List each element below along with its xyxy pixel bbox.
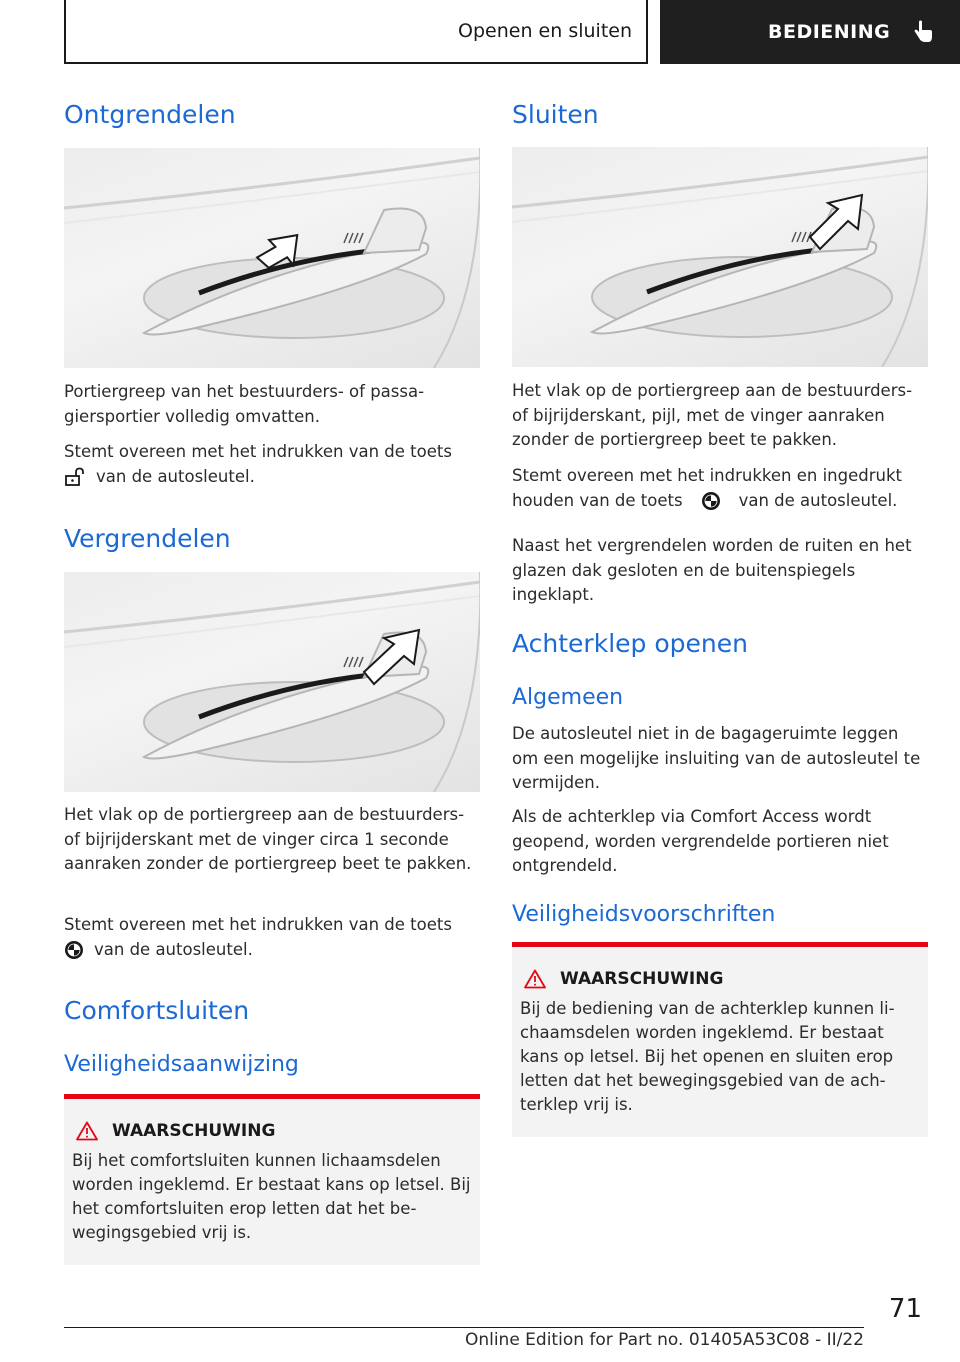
unlock-paragraph-2-start: Stemt overeen met het indrukken van de toets <box>64 442 452 461</box>
page-number: 71 <box>888 1294 922 1324</box>
heading-unlock: Ontgrendelen <box>64 100 236 129</box>
warning-title: WAARSCHUWING <box>112 1121 276 1141</box>
header-section-title: Openen en sluiten <box>458 20 632 42</box>
header-section-tab <box>64 0 648 64</box>
header-chapter-title: BEDIENING <box>768 21 891 43</box>
footer-divider <box>64 1327 864 1328</box>
tailgate-paragraph-2: Als de achterklep via Comfort Access wordt geopend, worden vergrendelde portieren niet ontgrendeld. <box>512 807 889 875</box>
heading-tailgate-open: Achterklep openen <box>512 629 748 658</box>
warning-text: Bij het comfortsluiten kunnen lichaamsdelen worden ingeklemd. Er bestaat kans op letsel. Bij het comfortsluiten erop letten dat het bewegingsgebied vrij is. <box>72 1151 471 1242</box>
door-handle-image-lock <box>64 572 480 792</box>
close-paragraph-2-end: van de autosleutel. <box>738 490 898 510</box>
heading-lock: Vergrendelen <box>64 524 231 553</box>
heading-comfort-close: Comfortsluiten <box>64 996 250 1025</box>
warning-triangle-icon <box>524 969 546 989</box>
lock-paragraph-1: Het vlak op de portiergreep aan de bestuurders- of bijrijderskant met de vinger circa 1 seconde aanraken zonder de portiergreep beet te pakken. <box>64 805 472 873</box>
unlock-paragraph-2-end: van de autosleutel. <box>96 466 255 486</box>
unlock-icon <box>64 467 86 487</box>
warning-header <box>520 969 920 989</box>
door-handle-image-unlock <box>64 148 480 368</box>
footer-edition: Online Edition for Part no. 01405A53C08 - II/22 <box>464 1330 864 1350</box>
header-chapter-tab <box>660 0 960 64</box>
close-paragraph-2-start: Stemt overeen met het indrukken en ingedrukt houden van de toets <box>512 466 902 510</box>
warning-box-comfort-close <box>64 1094 480 1265</box>
close-paragraph-1: Het vlak op de portiergreep aan de bestuurders- of bijrijderskant, pijl, met de vinger aanraken zonder de portiergreep beet te pakken. <box>512 381 913 449</box>
subheading-safety-rules: Veiligheidsvoorschriften <box>512 902 776 927</box>
unlock-paragraph-1: Portiergreep van het bestuurders- of passagiersportier volledig omvatten. <box>64 382 425 426</box>
unlock-paragraph-2 <box>64 440 480 489</box>
close-paragraph-3: Naast het vergrendelen worden de ruiten en het glazen dak gesloten en de buitenspiegels ingeklapt. <box>512 536 912 604</box>
lock-paragraph-2-end: van de autosleutel. <box>94 939 253 959</box>
warning-box-tailgate <box>512 942 928 1137</box>
warning-title: WAARSCHUWING <box>560 969 724 989</box>
bmw-logo-icon <box>64 940 84 960</box>
warning-text: Bij de bediening van de achterklep kunnen lichaamsdelen worden ingeklemd. Er bestaat kans op letsel. Bij het openen en sluiten erop letten dat het bewegingsgebied van de achterklep vrij is. <box>520 999 895 1114</box>
lock-paragraph-2 <box>64 913 480 962</box>
close-paragraph-2 <box>512 464 928 513</box>
tailgate-paragraph-1: De autosleutel niet in de bagageruimte leggen om een mogelijke insluiting van de autosleutel te vermijden. <box>512 724 921 792</box>
door-handle-image-close <box>512 147 928 367</box>
warning-triangle-icon <box>76 1121 98 1141</box>
lock-paragraph-2-start: Stemt overeen met het indrukken van de toets <box>64 915 452 934</box>
subheading-general: Algemeen <box>512 685 624 710</box>
hand-pointer-icon <box>912 20 934 44</box>
subheading-safety-note: Veiligheidsaanwijzing <box>64 1052 299 1077</box>
heading-close: Sluiten <box>512 100 599 129</box>
warning-header <box>72 1121 472 1141</box>
bmw-logo-icon <box>701 491 721 511</box>
